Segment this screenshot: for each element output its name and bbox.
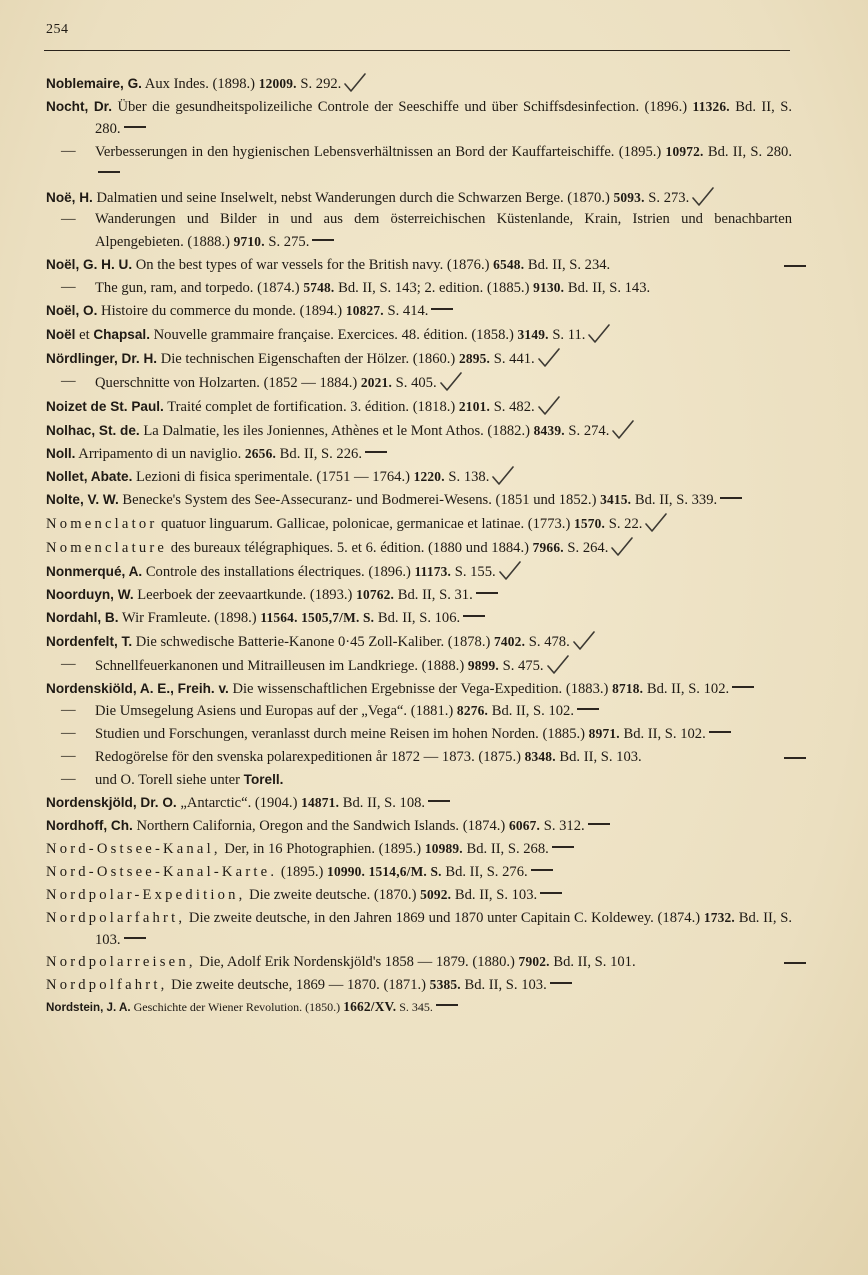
pencil-dash-mark xyxy=(588,823,610,825)
sub-entry xyxy=(46,654,792,678)
entry-location: Bd. II, S. 268. xyxy=(462,840,549,857)
sub-entry xyxy=(46,209,792,254)
entry-location: Bd. II, S. 276. xyxy=(441,863,528,880)
entry-location: S. 405. xyxy=(392,374,437,391)
entry-author: Noël, G. H. U. xyxy=(46,257,133,273)
pencil-dash-mark xyxy=(476,592,498,594)
pencil-margin-dash xyxy=(784,265,806,267)
entry-author: Noë, H. xyxy=(46,189,93,205)
entry-number: 10989. xyxy=(424,840,463,856)
catalog-entry xyxy=(46,347,792,371)
pencil-dash-mark xyxy=(720,497,742,499)
sub-entry xyxy=(46,371,792,395)
entry-title: (1895.) xyxy=(277,863,328,880)
entry-number: 14871. xyxy=(301,795,340,811)
entry-number: 8276. xyxy=(456,703,489,719)
entry-location: Bd. II, S. 280. xyxy=(95,98,792,137)
entry-location: S. 345. xyxy=(396,1000,433,1015)
entry-number: 10827. xyxy=(345,303,384,319)
sub-entry xyxy=(46,141,792,186)
pencil-dash-mark xyxy=(531,869,553,871)
entry-keyword: Nord-Ostsee-Kanal-Karte. xyxy=(46,863,278,880)
pencil-check-mark-icon xyxy=(343,72,367,94)
pencil-dash-mark xyxy=(431,308,453,310)
entry-number: 10972. xyxy=(665,143,704,159)
pencil-dash-mark xyxy=(463,615,485,617)
entry-title: Dalmatien und seine Inselwelt, nebst Wanderungen durch die Schwarzen Berge. (1870.) xyxy=(92,189,614,206)
entry-keyword: Nord-Ostsee-Kanal, xyxy=(46,840,221,857)
entry-keyword: Nordpolfahrt, xyxy=(46,977,168,994)
pencil-check-mark-icon xyxy=(491,465,515,487)
catalog-entry xyxy=(46,997,792,1018)
entry-title: On the best types of war vessels for the British navy. (1876.) xyxy=(132,257,494,274)
pencil-dash-mark xyxy=(552,846,574,848)
pencil-dash-mark xyxy=(709,731,731,733)
entry-title: Arripamento di un naviglio. xyxy=(75,445,245,462)
catalog-entry xyxy=(46,443,792,466)
pencil-dash-mark xyxy=(577,708,599,710)
entry-title: Geschichte der Wiener Revolution. (1850.) xyxy=(130,1000,344,1015)
entry-number: 10762. xyxy=(356,586,395,602)
entry-title: Northern California, Oregon and the Sandwich Islands. (1874.) xyxy=(132,818,509,834)
header-rule xyxy=(44,50,790,51)
entry-number: 1570. xyxy=(573,516,606,532)
entry-location: S. 138. xyxy=(444,469,490,486)
sub-entry xyxy=(46,277,792,300)
entry-number: 7902. xyxy=(518,954,550,970)
entry-title: quatuor linguarum. Gallicae, polonicae, germanicae et latinae. (1773.) xyxy=(157,516,574,533)
entry-title: Die zweite deutsche, 1869 — 1870. (1871.) xyxy=(167,977,430,994)
entry-title: Die zweite deutsche, in den Jahren 1869 und 1870 unter Capitain C. Koldewey. (1874.) xyxy=(185,909,704,926)
entry-number: 6548. xyxy=(493,257,525,273)
entry-number: 2895. xyxy=(458,350,491,366)
entry-title: Die Umsegelung Asiens und Europas auf der „Vega“. (1881.) xyxy=(95,703,457,720)
entry-number: 8971. xyxy=(588,726,620,742)
entry-author: Noël xyxy=(46,326,76,342)
entry-author: Nordenskiöld, A. E., Freih. v. xyxy=(46,680,229,696)
entry-location: Bd. II, S. 103. xyxy=(95,909,792,948)
entry-title: Studien und Forschungen, veranlasst durch meine Reisen im hohen Norden. (1885.) xyxy=(95,726,589,743)
entry-title: Verbesserungen in den hygienischen Lebensverhältnissen an Bord der Kauffarteischiffe. (1895.) xyxy=(95,143,666,160)
entry-location: Bd. II, S. 280. xyxy=(703,143,792,160)
entry-author: Noël, O. xyxy=(46,303,98,319)
ditto-dash: — xyxy=(61,279,76,296)
pencil-dash-mark xyxy=(98,171,120,173)
catalog-entry xyxy=(46,907,792,952)
pencil-check-mark-icon xyxy=(537,395,561,417)
sub-entry xyxy=(46,746,792,769)
entry-keyword: Nomenclator xyxy=(46,516,158,533)
entry-location: Bd. II, S. 108. xyxy=(339,795,426,812)
pencil-dash-mark xyxy=(428,800,450,802)
catalog-entry xyxy=(46,974,792,997)
entry-title: Lezioni di fisica sperimentale. (1751 — 1764.) xyxy=(132,469,414,486)
entry-title: Histoire du commerce du monde. (1894.) xyxy=(97,303,346,320)
entry-number-2: 9130. xyxy=(533,280,565,296)
entry-location: Bd. II, S. 103. xyxy=(451,886,538,903)
entry-number: 9899. xyxy=(467,657,499,673)
pencil-dash-mark xyxy=(312,239,334,241)
ditto-dash: — xyxy=(61,725,76,742)
entry-coauthor: Chapsal. xyxy=(93,326,150,342)
entry-author: Nordstein, J. A. xyxy=(46,1001,131,1015)
entry-location-2: Bd. II, S. 143. xyxy=(564,280,651,297)
entry-author: Nördlinger, Dr. H. xyxy=(46,350,158,366)
entry-location: S. 482. xyxy=(490,398,535,415)
entry-location: Bd. II, S. 102. xyxy=(488,703,575,720)
entry-title-cont: Nouvelle grammaire française. Exercices. 48. édition. (1858.) xyxy=(149,326,518,343)
pencil-check-mark-icon xyxy=(439,371,463,393)
entry-location: S. 414. xyxy=(383,303,429,320)
catalog-entry xyxy=(46,254,792,277)
ditto-dash: — xyxy=(61,655,76,672)
entry-number: 2021. xyxy=(360,374,393,390)
entry-number: 1220. xyxy=(413,469,445,485)
catalog-entry xyxy=(46,607,792,630)
ditto-dash: — xyxy=(61,771,76,788)
catalog-entry xyxy=(46,884,792,907)
entry-author: Noizet de St. Paul. xyxy=(46,398,164,414)
entry-author: Nollet, Abate. xyxy=(46,469,133,485)
entry-title: Redogörelse för den svenska polarexpeditionen år 1872 — 1873. (1875.) xyxy=(95,749,525,766)
pencil-check-mark-icon xyxy=(691,186,715,208)
entry-title: Wanderungen und Bilder in und aus dem österreichischen Küstenlande, Krain, Istrien und benachbarten Alpengebieten. (1888.) xyxy=(95,211,792,251)
pencil-dash-mark xyxy=(365,451,387,453)
entry-title: Die schwedische Batterie-Kanone 0·45 Zoll-Kaliber. (1878.) xyxy=(132,633,494,650)
entry-number: 8439. xyxy=(533,422,565,438)
entry-location: Bd. II, S. 143; 2. edition. (1885.) xyxy=(334,280,534,297)
page-number: 254 xyxy=(46,22,69,37)
entry-author: Noll. xyxy=(46,445,76,461)
entry-author: Nordenskjöld, Dr. O. xyxy=(46,795,177,811)
entry-title: Wir Framleute. (1898.) xyxy=(118,609,261,626)
ditto-dash: — xyxy=(61,372,76,389)
entry-author: Nolhac, St. de. xyxy=(46,422,140,438)
entry-location: S. 275. xyxy=(264,234,310,251)
entry-number: 2656. xyxy=(244,445,277,461)
catalog-entry xyxy=(46,792,792,815)
entry-number: 11326. xyxy=(692,98,730,114)
entry-author: Nolte, V. W. xyxy=(46,492,119,508)
entry-title: Querschnitte von Holzarten. (1852 — 1884.) xyxy=(95,374,361,391)
entry-cross-reference: Torell. xyxy=(243,772,284,788)
entry-number: 5092. xyxy=(420,886,452,902)
entry-location: S. 312. xyxy=(540,818,585,834)
entry-title: The gun, ram, and torpedo. (1874.) xyxy=(95,280,304,297)
entry-number: 11564. 1505,7/M. S. xyxy=(260,609,375,625)
entry-title: des bureaux télégraphiques. 5. et 6. édition. (1880 und 1884.) xyxy=(167,540,533,557)
catalog-entry xyxy=(46,512,792,536)
entry-number: 8718. xyxy=(612,680,644,696)
pencil-dash-mark xyxy=(124,937,146,939)
pencil-dash-mark xyxy=(436,1004,458,1006)
entry-title: und O. Torell siehe unter xyxy=(95,772,244,789)
entry-location: S. 478. xyxy=(525,633,570,650)
catalog-entry xyxy=(46,584,792,607)
entry-author: Nocht, Dr. xyxy=(46,98,112,114)
entry-title: Über die gesundheitspolizeiliche Controle der Seeschiffe und über Schiffsdesinfection. (1896.) xyxy=(112,98,693,115)
sub-entry xyxy=(46,723,792,746)
catalog-entry xyxy=(46,395,792,419)
entry-location: S. 475. xyxy=(498,657,544,674)
catalog-entry xyxy=(46,300,792,323)
ditto-dash: — xyxy=(61,748,76,765)
catalog-entry xyxy=(46,72,792,96)
entry-title: La Dalmatie, les iles Joniennes, Athènes et le Mont Athos. (1882.) xyxy=(139,422,534,439)
pencil-check-mark-icon xyxy=(498,560,522,582)
entry-number: 1732. xyxy=(703,909,735,925)
ditto-dash: — xyxy=(61,702,76,719)
entry-location: S. 264. xyxy=(563,540,609,557)
entry-location: Bd. II, S. 103. xyxy=(555,749,642,766)
sub-entry xyxy=(46,769,792,792)
entry-location: S. 441. xyxy=(490,350,535,367)
sub-entry xyxy=(46,700,792,723)
entry-number: 3415. xyxy=(600,492,632,508)
catalog-entry xyxy=(46,560,792,584)
entry-number: 7966. xyxy=(532,540,564,556)
entry-title: Leerboek der zeevaartkunde. (1893.) xyxy=(133,586,357,603)
pencil-check-mark-icon xyxy=(537,347,561,369)
pencil-check-mark-icon xyxy=(546,654,570,676)
catalog-entry xyxy=(46,630,792,654)
entry-location: Bd. II, S. 226. xyxy=(276,445,362,462)
entry-location: S. 273. xyxy=(644,189,690,206)
entry-location: Bd. II, S. 103. xyxy=(460,977,547,994)
entry-location: S. 292. xyxy=(296,76,342,92)
catalog-entry xyxy=(46,465,792,489)
entry-author: Nordenfelt, T. xyxy=(46,633,133,649)
catalog-entry xyxy=(46,838,792,861)
entry-title: Benecke's System des See-Assecuranz- und Bodmerei-Wesens. (1851 und 1852.) xyxy=(118,492,601,509)
catalog-entry xyxy=(46,861,792,884)
entry-location: Bd. II, S. 101. xyxy=(549,954,636,971)
entry-keyword: Nordpolar-Expedition, xyxy=(46,886,246,903)
entry-number: 9710. xyxy=(233,234,265,250)
catalog-entry xyxy=(46,678,792,701)
entry-title: Die technischen Eigenschaften der Hölzer. (1860.) xyxy=(157,350,459,367)
entry-location: Bd. II, S. 102. xyxy=(643,680,730,697)
entry-number: 5385. xyxy=(429,977,461,993)
entry-location: Bd. II, S. 102. xyxy=(619,726,706,743)
entry-title: Aux Indes. (1898.) xyxy=(141,76,259,92)
catalog-entry xyxy=(46,951,792,974)
entry-title: Traité complet de fortification. 3. édition. (1818.) xyxy=(163,398,459,415)
entry-number: 11173. xyxy=(414,564,452,580)
entry-author: Noblemaire, G. xyxy=(46,76,142,91)
entry-number: 10990. 1514,6/M. S. xyxy=(327,863,442,879)
entry-keyword: Nordpolarfahrt, xyxy=(46,909,186,926)
pencil-dash-mark xyxy=(540,892,562,894)
entry-title: Der, in 16 Photographien. (1895.) xyxy=(220,840,425,857)
pencil-check-mark-icon xyxy=(587,323,611,345)
entry-list xyxy=(46,72,792,1018)
pencil-check-mark-icon xyxy=(611,419,635,441)
entry-author: Noorduyn, W. xyxy=(46,586,134,602)
entry-location: S. 11. xyxy=(548,326,586,343)
entry-location: S. 274. xyxy=(564,422,610,439)
entry-location: S. 155. xyxy=(451,564,496,581)
pencil-margin-dash xyxy=(784,962,806,964)
entry-author: Nordahl, B. xyxy=(46,609,119,625)
entry-author: Nordhoff, Ch. xyxy=(46,818,133,833)
entry-keyword: Nordpolarreisen, xyxy=(46,954,196,971)
entry-number: 8348. xyxy=(524,749,556,765)
catalog-entry xyxy=(46,536,792,560)
entry-keyword: Nomenclature xyxy=(46,540,168,557)
catalog-entry xyxy=(46,419,792,443)
entry-number: 1662/XV. xyxy=(343,999,397,1015)
entry-title: et xyxy=(75,326,94,343)
entry-location: Bd. II, S. 106. xyxy=(374,609,461,626)
ditto-dash: — xyxy=(61,211,76,228)
pencil-check-mark-icon xyxy=(610,536,634,558)
catalog-entry xyxy=(46,186,792,210)
catalog-entry xyxy=(46,815,792,838)
entry-location: Bd. II, S. 339. xyxy=(631,492,718,509)
entry-number: 3149. xyxy=(517,326,549,342)
catalog-entry xyxy=(46,489,792,512)
entry-number: 6067. xyxy=(508,818,541,833)
entry-title: „Antarctic“. (1904.) xyxy=(176,795,302,812)
pencil-dash-mark xyxy=(550,982,572,984)
entry-title: Controle des installations électriques. (1896.) xyxy=(142,564,415,581)
pencil-dash-mark xyxy=(732,686,754,688)
ditto-dash: — xyxy=(61,142,76,159)
entry-location: Bd. II, S. 31. xyxy=(394,586,473,603)
catalog-entry xyxy=(46,96,792,141)
pencil-check-mark-icon xyxy=(644,512,668,534)
entry-number: 5093. xyxy=(613,189,645,205)
catalog-entry xyxy=(46,323,792,347)
pencil-dash-mark xyxy=(124,126,146,128)
entry-location: Bd. II, S. 234. xyxy=(524,257,611,274)
entry-number: 5748. xyxy=(303,280,335,296)
entry-title: Schnellfeuerkanonen und Mitrailleusen im Landkriege. (1888.) xyxy=(95,657,468,674)
entry-number: 2101. xyxy=(458,398,491,414)
pencil-check-mark-icon xyxy=(572,630,596,652)
entry-title: Die, Adolf Erik Nordenskjöld's 1858 — 1879. (1880.) xyxy=(195,954,519,971)
entry-author: Nonmerqué, A. xyxy=(46,564,143,580)
entry-location: S. 22. xyxy=(605,516,643,533)
entry-title: Die wissenschaftlichen Ergebnisse der Vega-Expedition. (1883.) xyxy=(228,680,613,697)
entry-number: 12009. xyxy=(258,76,297,91)
entry-number: 7402. xyxy=(494,633,526,649)
pencil-margin-dash xyxy=(784,757,806,759)
entry-title: Die zweite deutsche. (1870.) xyxy=(245,886,421,903)
